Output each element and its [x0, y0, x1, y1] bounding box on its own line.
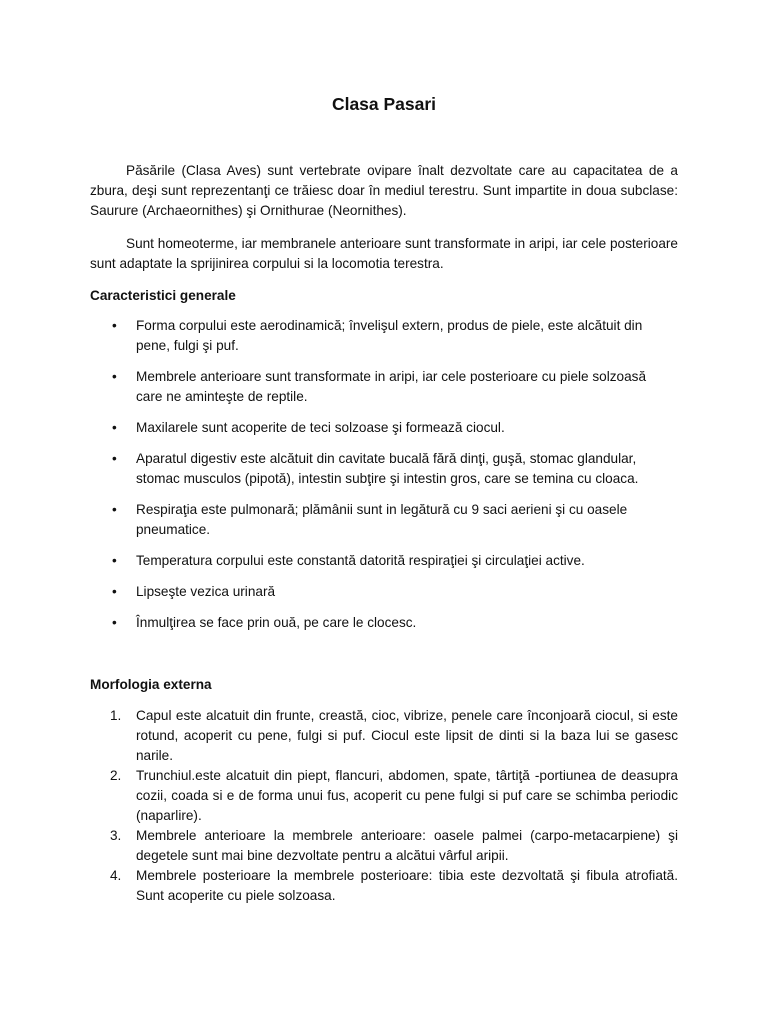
external-morphology-list [90, 706, 678, 906]
list-item-text: Lipseşte vezica urinară [136, 584, 276, 599]
numbered-item-text: Membrele anterioare la membrele anterioare: oasele palmei (carpo-metacarpiene) şi degetele sunt mai bine dezvoltate pentru a alcătui vârful aripii. [136, 828, 678, 863]
list-item-text: Membrele anterioare sunt transformate in aripi, iar cele posterioare cu piele solzoasă care ne aminteşte de reptile. [136, 369, 647, 404]
numbered-item-text: Membrele posterioare la membrele posterioare: tibia este dezvoltată şi fibula atrofiată. Sunt acoperite cu piele solzoasa. [136, 868, 678, 903]
intro-paragraph-1: Păsările (Clasa Aves) sunt vertebrate ovipare înalt dezvoltate care au capacitatea de a zbura, deşi sunt reprezentanţi ce trăiesc doar în mediul terestru. Sunt impartite in doua subclase: Saurure (Archaeornithes) şi Ornithurae (Neornithes). [90, 163, 678, 218]
list-item [90, 367, 656, 407]
bullet-icon: • [112, 451, 117, 466]
numbered-item [90, 706, 678, 766]
bullet-icon: • [112, 318, 117, 333]
item-number: 2. [110, 768, 122, 783]
list-item [90, 582, 656, 602]
numbered-item [90, 866, 678, 906]
list-item [90, 449, 656, 489]
list-item-text: Forma corpului este aerodinamică; învelişul extern, produs de piele, este alcătuit din pene, fulgi şi puf. [136, 318, 643, 353]
item-number: 3. [110, 828, 122, 843]
numbered-item [90, 766, 678, 826]
numbered-item-text: Trunchiul.este alcatuit din piept, flancuri, abdomen, spate, târtiţă -portiunea de deasupra cozii, coada si e de forma unui fus, acoperit cu pene fulgi si puf care se schimba periodic (naparlire). [136, 768, 678, 823]
bullet-icon: • [112, 615, 117, 630]
bullet-icon: • [112, 420, 117, 435]
bullet-icon: • [112, 502, 117, 517]
section-heading-morphology: Morfologia externa [90, 677, 212, 692]
list-item-text: Aparatul digestiv este alcătuit din cavitate bucală fără dinţi, guşă, stomac glandular, stomac musculos (pipotă), intestin subţire şi intestin gros, care se temina cu cloaca. [136, 451, 639, 486]
page-title: Clasa Pasari [331, 94, 437, 114]
numbered-item [90, 826, 678, 866]
bullet-icon: • [112, 584, 117, 599]
list-item [90, 551, 656, 571]
bullet-icon: • [112, 369, 117, 384]
item-number: 1. [110, 708, 122, 723]
bullet-icon: • [112, 553, 117, 568]
section-heading-general: Caracteristici generale [90, 288, 236, 303]
list-item [90, 418, 656, 438]
list-item [90, 613, 656, 633]
list-item-text: Temperatura corpului este constantă datorită respiraţiei şi circulaţiei active. [136, 553, 585, 568]
numbered-item-text: Capul este alcatuit din frunte, creastă, cioc, vibrize, penele care înconjoară ciocul, si este rotund, acoperit cu pene, fulgi si puf. Ciocul este lipsit de dinti si la baza lui se gasesc narile. [136, 708, 678, 763]
list-item [90, 316, 656, 356]
list-item-text: Înmulţirea se face prin ouă, pe care le clocesc. [136, 615, 417, 630]
intro-paragraph-2: Sunt homeoterme, iar membranele anterioare sunt transformate in aripi, iar cele posterioare sunt adaptate la sprijinirea corpului si la locomotia terestra. [90, 236, 678, 271]
list-item [90, 500, 656, 540]
list-item-text: Respiraţia este pulmonară; plămânii sunt in legătură cu 9 saci aerieni şi cu oasele pneumatice. [136, 502, 628, 537]
general-characteristics-list [90, 316, 678, 644]
list-item-text: Maxilarele sunt acoperite de teci solzoase şi formează ciocul. [136, 420, 505, 435]
item-number: 4. [110, 868, 122, 883]
